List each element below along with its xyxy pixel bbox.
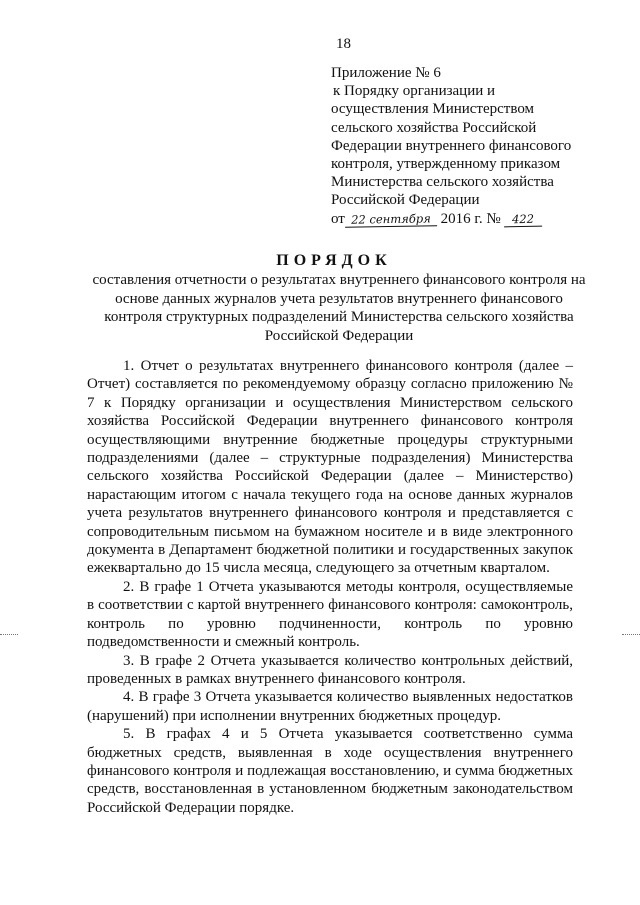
page-number: 18	[336, 36, 351, 52]
paragraph: 4. В графе 3 Отчета указывается количество выявленных недостатков (нарушений) при исполнении внутренних бюджетных процедур.	[87, 689, 573, 724]
paragraph: 5. В графах 4 и 5 Отчета указывается соответственно сумма бюджетных средств, выявленная в ходе осуществления внутреннего финансового контроля и подлежащая восстановлению, и сумма бюджетных средств, восстановленная в установленном бюджетным законодательством Российской Федерации порядке.	[87, 726, 573, 816]
scan-artifact-right	[622, 634, 640, 635]
document-body	[87, 357, 573, 817]
appendix-line: к Порядку организации и	[333, 83, 496, 100]
appendix-line: контроля, утвержденному приказом	[331, 156, 561, 173]
appendix-line: сельского хозяйства Российской	[331, 119, 537, 136]
appendix-line: Российской Федерации	[331, 192, 480, 209]
appendix-line: Федерации внутреннего финансового	[331, 137, 572, 154]
date-prefix: от	[331, 210, 345, 227]
appendix-date-line	[331, 210, 611, 228]
scan-artifact-left	[0, 634, 18, 635]
appendix-block	[331, 64, 611, 228]
year-text: 2016 г. №	[440, 210, 501, 227]
document-title: ПОРЯДОК	[276, 252, 392, 269]
paragraph: 2. В графе 1 Отчета указываются методы контроля, осуществляемые в соответствии с картой внутреннего финансового контроля: самоконтроль, контроль по уровню подчиненности, контроль по уровню подведомственности и смежный контроль.	[87, 578, 573, 651]
document-subtitle: составления отчетности о результатах внутреннего финансового контроля на основе данных журналов учета результатов внутреннего финансового контроля структурных подразделений Министерства сельского хозяйства Российской Федерации	[92, 272, 586, 344]
handwritten-order-number: 422	[504, 212, 542, 227]
appendix-line: Приложение № 6	[331, 65, 441, 81]
paragraph: 3. В графе 2 Отчета указывается количество контрольных действий, проведенных в рамках внутреннего финансового контроля.	[87, 652, 573, 687]
handwritten-date: 22 сентября	[345, 212, 437, 228]
paragraph: 1. Отчет о результатах внутреннего финансового контроля (далее – Отчет) составляется по рекомендуемому образцу согласно приложению № 7 к Порядку организации и осуществления Министерством сельского хозяйства Российской Федерации внутреннего финансового контроля осуществляющими внутренние бюджетные процедуры структурными подразделениями (далее – структурные подразделения) Министерства сельского хозяйства Российской Федерации (далее – Министерство) нарастающим итогом с начала текущего года на основе данных журналов учета результатов внутреннего финансового контроля и представляется с сопроводительным письмом на бумажном носителе и в виде электронного документа в Департамент бюджетной политики и государственных закупок ежеквартально до 15 числа месяца, следующего за отчетным кварталом.	[87, 358, 573, 577]
appendix-line: осуществления Министерством	[331, 101, 535, 118]
appendix-line: Министерства сельского хозяйства	[331, 174, 554, 191]
